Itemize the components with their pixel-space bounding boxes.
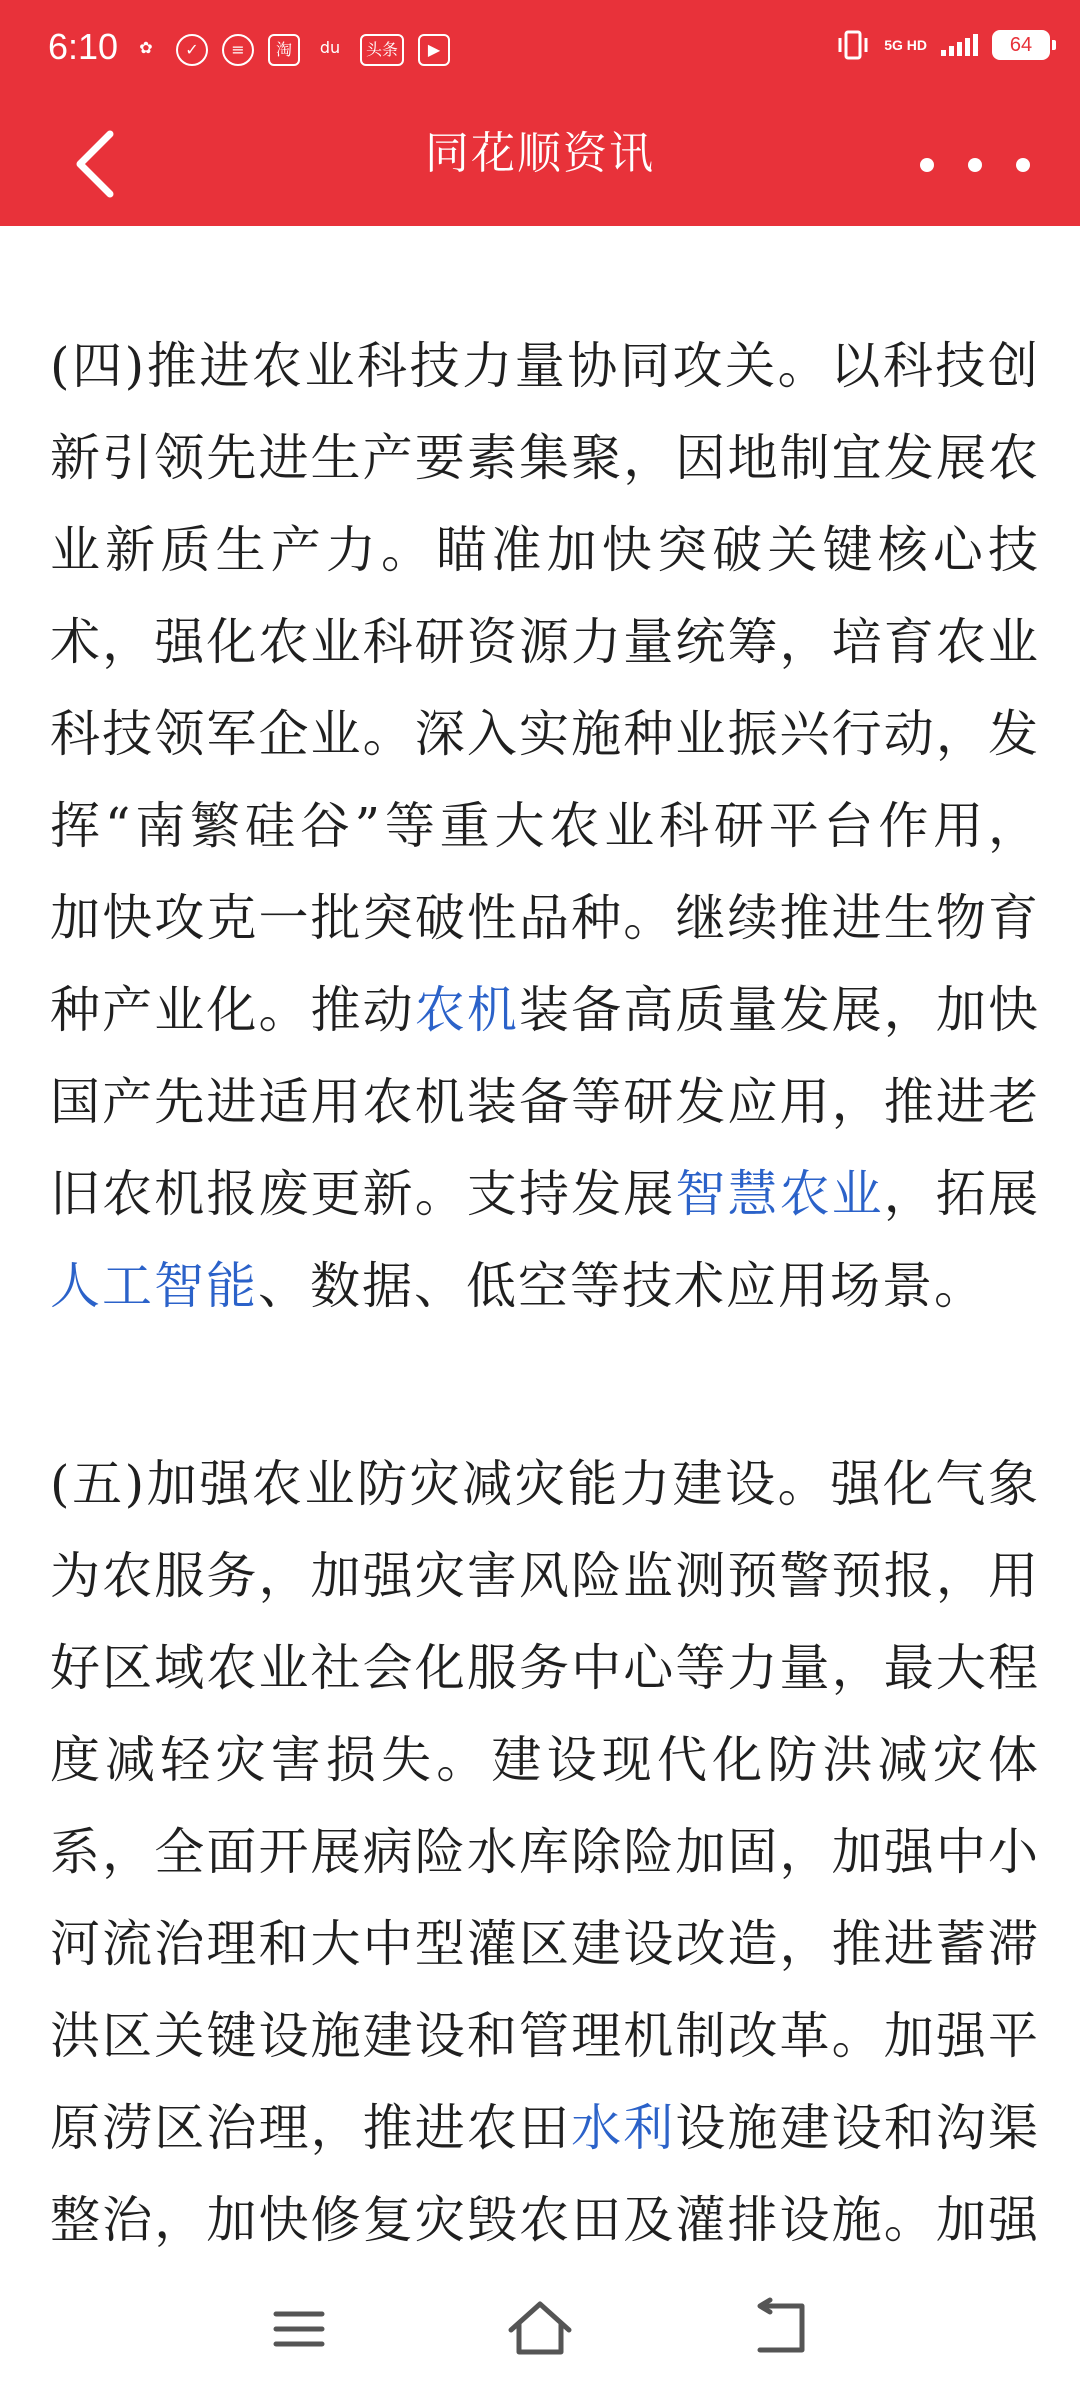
keyword-link[interactable]: 智慧农业 [675,1165,884,1223]
play-icon: ▶ [418,34,450,66]
paragraph-text: ，拓展 [883,1165,1041,1223]
keyword-link[interactable]: 农机 [414,981,520,1039]
paragraph-5 [50,1438,1040,2358]
back-icon[interactable] [66,124,126,204]
paragraph-text: (五)加强农业防灾减灾能力建设。强化气象为农服务，加强灾害风险监测预警预报，用好区域农业社会化服务中心等力量，最大程度减轻灾害损失。建设现代化防洪减灾体系，全面开展病险水库除险加固，加强中小河流治理和大中型灌区建设改造，推进蓄滞洪区关键设施建设和管理机制改革。加强平原涝区治理，推进农田 [50,1455,1040,2157]
shield-icon: ✓ [176,34,208,66]
home-icon[interactable] [495,2294,585,2364]
nav-bar [0,100,1080,226]
page-title: 同花顺资讯 [425,128,655,179]
battery-icon: 64 [992,30,1050,60]
system-status-icons [836,28,1050,62]
app-icon: ≡ [222,34,254,66]
more-options-icon[interactable] [920,150,1030,180]
article-body [50,320,1040,2400]
vibrate-icon [836,28,870,62]
toutiao-icon: 头条 [360,34,404,66]
menu-icon[interactable] [254,2294,344,2364]
back-nav-icon[interactable] [736,2294,826,2364]
paragraph-text: 设施建设和沟渠整治，加快修复灾毁农田及灌排设施。加强 [50,2099,1041,2249]
du-icon: du [319,38,341,57]
status-bar [0,0,1080,100]
paragraph-text: 装备高质量发展，加快国产先进适用农机装备等研发应用，推进老旧农机报废更新。支持发展 [50,981,1041,1223]
app-header [0,0,1080,226]
huawei-icon: ✿ [139,38,153,57]
network-type: 5G HD [884,37,927,53]
signal-icon [941,34,978,56]
keyword-link[interactable]: 人工智能 [50,1257,258,1315]
taobao-icon: 淘 [268,34,300,66]
system-navigation-bar [0,2270,1080,2400]
paragraph-text: (四)推进农业科技力量协同攻关。以科技创新引领先进生产要素集聚，因地制宜发展农业新质生产力。瞄准加快突破关键核心技术，强化农业科研资源力量统筹，培育农业科技领军企业。深入实施种业振兴行动，发挥“南繁硅谷”等重大农业科研平台作用，加快攻克一批突破性品种。继续推进生物育种产业化。推动 [50,337,1040,1039]
paragraph-text: 、数据、低空等技术应用场景。 [258,1257,986,1315]
paragraph-4 [50,320,1040,1332]
notification-icons [130,30,450,70]
keyword-link[interactable]: 水利 [571,2099,676,2157]
status-time: 6:10 [48,26,119,67]
